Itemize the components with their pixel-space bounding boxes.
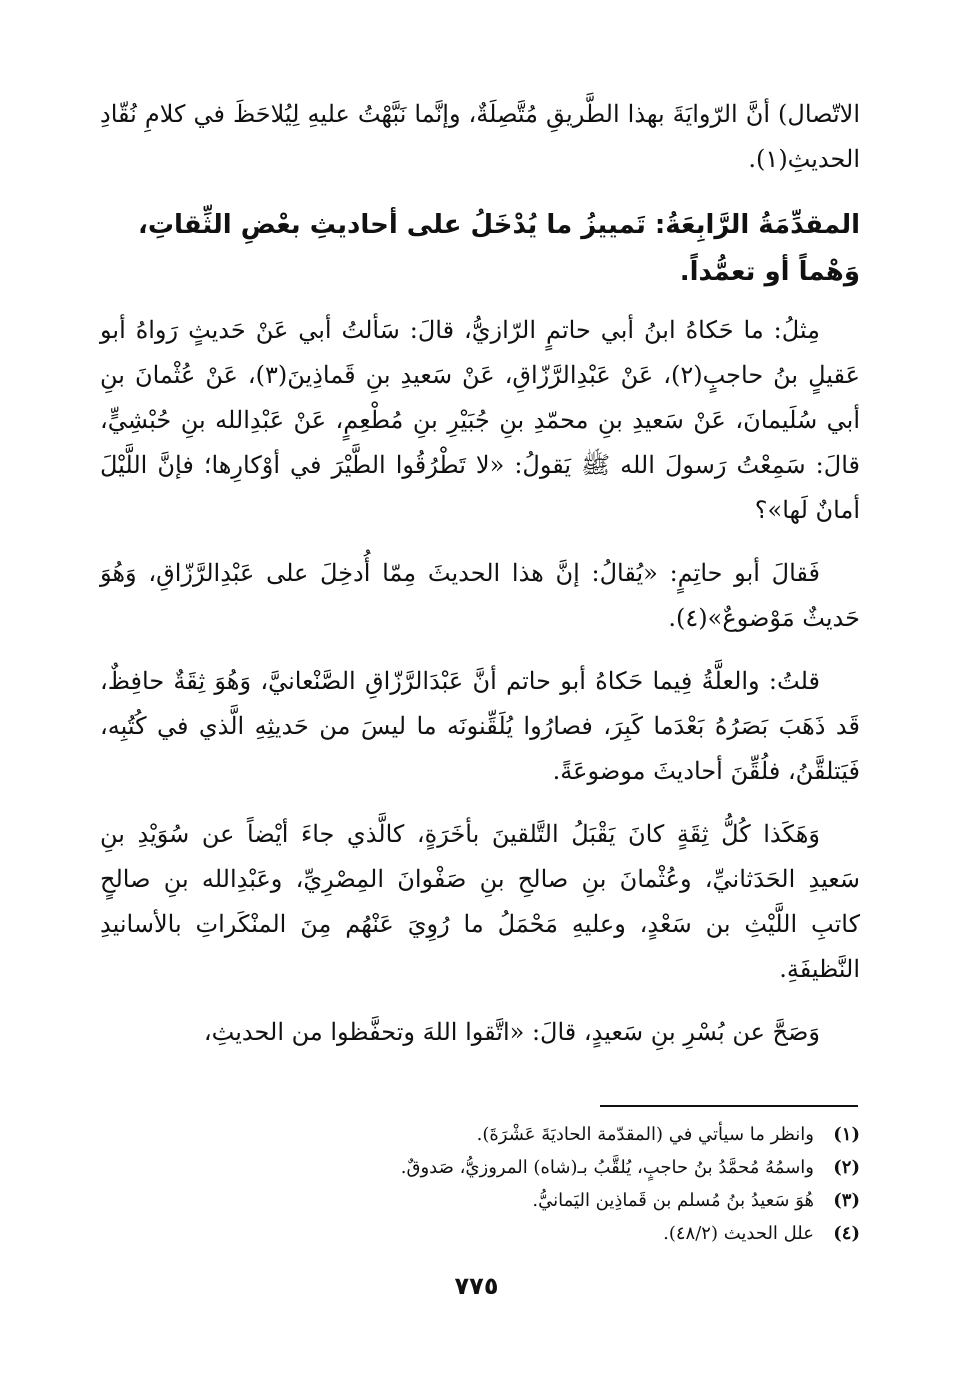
main-text xyxy=(100,92,860,1073)
paragraph-intro: الاتّصال) أنَّ الرّوايَةَ بهذا الطَّريقِ مُتَّصِلَةٌ، وإنَّما نَبَّهْتُ عليهِ لِيُلاحَظَ في كلامِ نُقّادِ الحديثِ(١). xyxy=(100,100,860,173)
footnote-number: (٤) xyxy=(833,1223,860,1244)
footnote-text: علل الحديث (٤٨/٢). xyxy=(663,1223,814,1244)
paragraph-abu-hatim: فَقالَ أبو حاتِمٍ: «يُقالُ: إنَّ هذا الحديثَ مِمّا أُدخِلَ على عَبْدِالرَّزّاقِ، وَهُوَ حَديثٌ مَوْضوعٌ»(٤). xyxy=(100,559,860,632)
footnote-text: هُوَ سَعيدُ بنُ مُسلم بن قَماذِين اليَمانيُّ. xyxy=(532,1190,814,1211)
footnote-4 xyxy=(100,1217,860,1250)
paragraph-example: مِثلُ: ما حَكاهُ ابنُ أبي حاتمٍ الرّازيُّ، قالَ: سَألتُ أبي عَنْ حَديثٍ رَواهُ أبو عَقيلٍ بنُ حاجبٍ(٢)، عَنْ عَبْدِالرَّزّاقِ، عَنْ سَعيدِ بنِ قَماذِينَ(٣)، عَنْ عُثْمانَ بنِ أبي سُلَيمانَ، عَنْ سَعيدِ بنِ محمّدِ بنِ جُبَيْرِ بنِ مُطْعِمٍ، عَنْ عَبْدِالله بنِ حُبْشِيٍّ، قالَ: سَمِعْتُ رَسولَ الله ﷺ يَقولُ: «لا تَطْرُقُوا الطَّيْرَ في أوْكارِها؛ فإنَّ اللَّيْلَ أمانٌ لَها»؟ xyxy=(100,316,860,524)
footnotes xyxy=(100,1118,860,1250)
footnote-number: (٣) xyxy=(833,1190,860,1211)
footnote-1 xyxy=(100,1118,860,1151)
footnote-2 xyxy=(100,1151,860,1184)
paragraph-thiqa: وَهَكَذا كُلُّ ثِقَةٍ كانَ يَقْبَلُ التَّلقينَ بأخَرَةٍ، كالَّذي جاءَ أيْضاً عن سُوَيْدِ بنِ سَعيدِ الحَدَثانيِّ، وعُثْمانَ بنِ صالحِ بنِ صَفْوانَ المِصْرِيِّ، وعَبْدِالله بنِ صالحٍ كاتبِ اللَّيْثِ بن سَعْدٍ، وعليهِ مَحْمَلُ ما رُوِيَ عَنْهُم مِنَ المنْكَراتِ بالأسانيدِ النَّظيفَةِ. xyxy=(100,820,861,983)
footnote-text: واسمُهُ مُحمَّدُ بنُ حاجبٍ، يُلقَّبُ بـ(شاه) المروزيُّ، صَدوقٌ. xyxy=(400,1157,814,1178)
footnote-3 xyxy=(100,1184,860,1217)
footnote-number: (١) xyxy=(833,1124,860,1145)
footnote-text: وانظر ما سيأتي في (المقدّمة الحاديَةَ عَشْرَةَ). xyxy=(476,1124,814,1145)
paragraph-busr: وَصَحَّ عن بُسْرِ بنِ سَعيدٍ، قالَ: «اتَّقوا اللهَ وتحفَّظوا من الحديثِ، xyxy=(203,1018,820,1046)
section-heading: المقدِّمَةُ الرَّابِعَةُ: تَمييزُ ما يُدْخَلُ على أحاديثِ بعْضِ الثِّقاتِ، وَهْماً أو تعمُّداً. xyxy=(137,210,860,287)
paragraph-illa: قلتُ: والعلَّةُ فِيما حَكاهُ أبو حاتم أنَّ عَبْدَالرَّزّاقِ الصَّنْعانيَّ، وَهُوَ ثِقَةٌ حافِظٌ، قَد ذَهَبَ بَصَرُهُ بَعْدَما كَبِرَ، فصارُوا يُلَقِّنونَه ما ليسَ من حَديثِهِ الَّذي في كُتُبِه، فَيَتلقَّنُ، فلُقِّنَ أحاديثَ موضوعَةً. xyxy=(100,667,860,785)
page-number: ٧٧٥ xyxy=(454,1272,499,1300)
footnote-number: (٢) xyxy=(833,1157,860,1178)
footnote-divider xyxy=(600,1105,858,1107)
